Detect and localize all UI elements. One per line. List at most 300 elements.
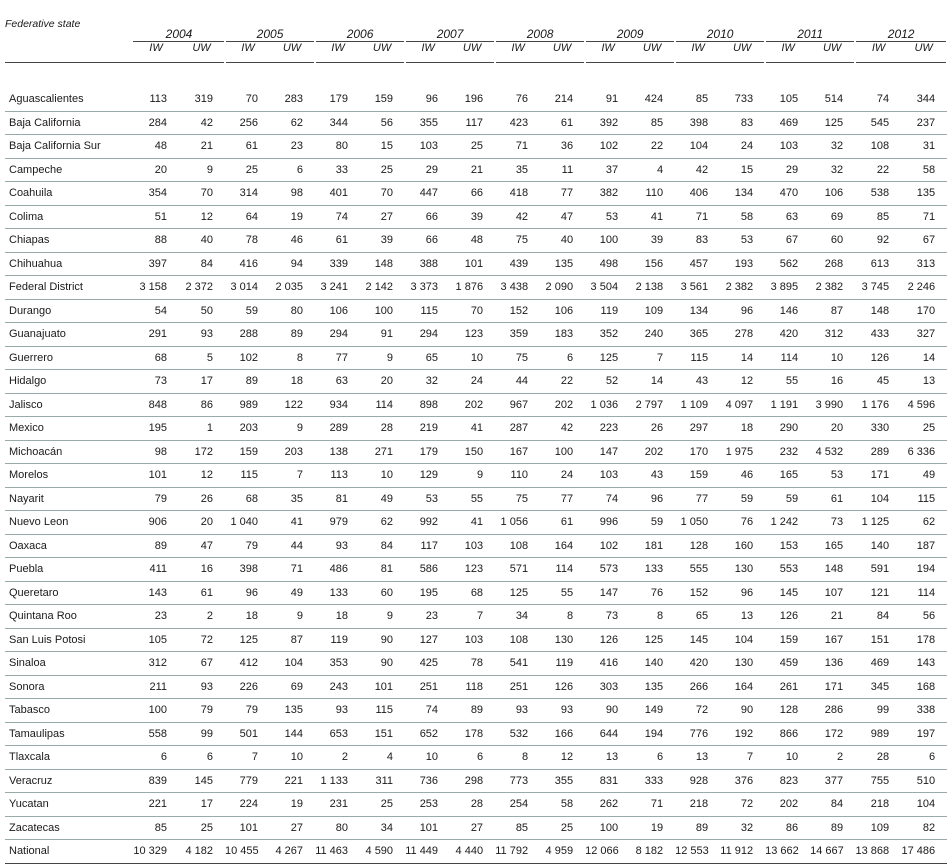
iw-value: 91 — [585, 88, 630, 111]
uw-value: 6 — [901, 746, 947, 770]
uw-value: 126 — [540, 675, 585, 699]
uw-value: 178 — [450, 722, 495, 746]
uw-value: 104 — [720, 628, 765, 652]
iw-value: 652 — [405, 722, 450, 746]
uw-value: 96 — [630, 487, 675, 511]
iw-value: 439 — [495, 252, 540, 276]
iw-value: 105 — [133, 628, 179, 652]
uw-value: 89 — [810, 816, 855, 840]
iw-value: 406 — [675, 182, 720, 206]
uw-value: 5 — [179, 346, 225, 370]
uw-value: 14 — [901, 346, 947, 370]
iw-value: 93 — [315, 699, 360, 723]
uw-value: 42 — [179, 111, 225, 135]
table-row — [5, 440, 947, 464]
iw-value: 591 — [855, 558, 901, 582]
iw-value: 81 — [315, 487, 360, 511]
uw-value: 733 — [720, 88, 765, 111]
state-name: Campeche — [5, 158, 133, 182]
iw-value: 134 — [675, 299, 720, 323]
iw-value: 989 — [855, 722, 901, 746]
state-name: National — [5, 840, 133, 864]
iw-value: 33 — [315, 158, 360, 182]
uw-value: 164 — [540, 534, 585, 558]
iw-value: 152 — [675, 581, 720, 605]
iw-value: 989 — [225, 393, 270, 417]
iw-column-header: IW — [225, 42, 270, 63]
state-name: Baja California Sur — [5, 135, 133, 159]
iw-column-header: IW — [133, 42, 179, 63]
uw-value: 70 — [360, 182, 405, 206]
uw-value: 117 — [450, 111, 495, 135]
iw-value: 412 — [225, 652, 270, 676]
uw-value: 171 — [810, 675, 855, 699]
iw-value: 3 158 — [133, 276, 179, 300]
uw-value: 40 — [540, 229, 585, 253]
uw-value: 101 — [450, 252, 495, 276]
iw-value: 203 — [225, 417, 270, 441]
uw-value: 78 — [450, 652, 495, 676]
uw-value: 22 — [540, 370, 585, 394]
uw-value: 122 — [270, 393, 315, 417]
iw-value: 108 — [855, 135, 901, 159]
table-row — [5, 464, 947, 488]
state-name: Nuevo Leon — [5, 511, 133, 535]
uw-value: 31 — [901, 135, 947, 159]
uw-value: 3 990 — [810, 393, 855, 417]
iw-value: 85 — [495, 816, 540, 840]
year-header — [675, 18, 765, 42]
table-row — [5, 370, 947, 394]
uw-value: 312 — [810, 323, 855, 347]
uw-value: 107 — [810, 581, 855, 605]
uw-value: 283 — [270, 88, 315, 111]
iw-value: 76 — [495, 88, 540, 111]
uw-value: 53 — [720, 229, 765, 253]
uw-value: 14 — [630, 370, 675, 394]
uw-value: 39 — [450, 205, 495, 229]
iw-value: 501 — [225, 722, 270, 746]
iw-column-header: IW — [405, 42, 450, 63]
iw-value: 288 — [225, 323, 270, 347]
state-name: Mexico — [5, 417, 133, 441]
iw-value: 352 — [585, 323, 630, 347]
uw-value: 80 — [270, 299, 315, 323]
iw-value: 613 — [855, 252, 901, 276]
uw-value: 6 — [179, 746, 225, 770]
iw-value: 75 — [495, 487, 540, 511]
uw-value: 9 — [450, 464, 495, 488]
iw-value: 303 — [585, 675, 630, 699]
uw-value: 20 — [179, 511, 225, 535]
uw-value: 36 — [540, 135, 585, 159]
uw-value: 4 532 — [810, 440, 855, 464]
uw-value: 106 — [810, 182, 855, 206]
iw-value: 100 — [585, 816, 630, 840]
iw-value: 68 — [225, 487, 270, 511]
uw-value: 59 — [630, 511, 675, 535]
uw-value: 84 — [179, 252, 225, 276]
uw-value: 10 — [360, 464, 405, 488]
uw-column-header: UW — [810, 42, 855, 63]
uw-value: 10 — [810, 346, 855, 370]
iw-column-header: IW — [855, 42, 901, 63]
iw-value: 256 — [225, 111, 270, 135]
iw-value: 345 — [855, 675, 901, 699]
uw-value: 89 — [270, 323, 315, 347]
year-header — [765, 18, 855, 42]
uw-value: 71 — [270, 558, 315, 582]
uw-value: 48 — [450, 229, 495, 253]
uw-value: 4 — [630, 158, 675, 182]
iw-value: 354 — [133, 182, 179, 206]
uw-value: 377 — [810, 769, 855, 793]
uw-value: 104 — [270, 652, 315, 676]
iw-value: 74 — [405, 699, 450, 723]
year-header — [585, 18, 675, 42]
iw-value: 416 — [585, 652, 630, 676]
uw-value: 159 — [360, 88, 405, 111]
state-name: Veracruz — [5, 769, 133, 793]
uw-value: 22 — [630, 135, 675, 159]
iw-value: 73 — [585, 605, 630, 629]
iw-value: 20 — [133, 158, 179, 182]
uw-column-header: UW — [179, 42, 225, 63]
uw-value: 7 — [630, 346, 675, 370]
uw-value: 114 — [901, 581, 947, 605]
uw-value: 311 — [360, 769, 405, 793]
iw-value: 64 — [225, 205, 270, 229]
uw-value: 79 — [179, 699, 225, 723]
uw-value: 100 — [360, 299, 405, 323]
uw-value: 115 — [901, 487, 947, 511]
iw-value: 1 191 — [765, 393, 810, 417]
uw-value: 192 — [720, 722, 765, 746]
uw-value: 114 — [360, 393, 405, 417]
uw-value: 193 — [720, 252, 765, 276]
iw-value: 126 — [585, 628, 630, 652]
iw-value: 418 — [495, 182, 540, 206]
uw-value: 19 — [630, 816, 675, 840]
iw-value: 42 — [495, 205, 540, 229]
uw-value: 7 — [450, 605, 495, 629]
state-name: Jalisco — [5, 393, 133, 417]
iw-value: 13 868 — [855, 840, 901, 864]
table-row — [5, 158, 947, 182]
uw-value: 6 — [270, 158, 315, 182]
uw-value: 144 — [270, 722, 315, 746]
table-row — [5, 205, 947, 229]
iw-value: 1 056 — [495, 511, 540, 535]
iw-value: 108 — [495, 628, 540, 652]
year-label: 2007 — [436, 27, 464, 41]
uw-value: 61 — [810, 487, 855, 511]
uw-value: 101 — [360, 675, 405, 699]
uw-value: 19 — [270, 793, 315, 817]
iw-value: 224 — [225, 793, 270, 817]
iw-value: 195 — [405, 581, 450, 605]
iw-value: 89 — [133, 534, 179, 558]
table-row — [5, 346, 947, 370]
uw-value: 119 — [540, 652, 585, 676]
iw-column-header: IW — [765, 42, 810, 63]
iw-value: 979 — [315, 511, 360, 535]
iw-value: 51 — [133, 205, 179, 229]
iw-value: 96 — [405, 88, 450, 111]
uw-value: 82 — [901, 816, 947, 840]
uw-value: 424 — [630, 88, 675, 111]
uw-value: 181 — [630, 534, 675, 558]
iw-value: 1 242 — [765, 511, 810, 535]
uw-value: 333 — [630, 769, 675, 793]
table-row — [5, 581, 947, 605]
iw-value: 109 — [855, 816, 901, 840]
iw-value: 13 662 — [765, 840, 810, 864]
uw-value: 194 — [630, 722, 675, 746]
iw-value: 13 — [675, 746, 720, 770]
iw-value: 211 — [133, 675, 179, 699]
iw-value: 96 — [225, 581, 270, 605]
uw-value: 170 — [901, 299, 947, 323]
table-row — [5, 793, 947, 817]
iw-value: 401 — [315, 182, 360, 206]
uw-value: 27 — [270, 816, 315, 840]
uw-value: 25 — [450, 135, 495, 159]
uw-value: 148 — [810, 558, 855, 582]
iw-value: 6 — [133, 746, 179, 770]
iw-value: 85 — [133, 816, 179, 840]
uw-value: 50 — [179, 299, 225, 323]
year-label: 2010 — [706, 27, 734, 41]
iw-value: 447 — [405, 182, 450, 206]
uw-value: 21 — [179, 135, 225, 159]
state-name: Colima — [5, 205, 133, 229]
iw-value: 486 — [315, 558, 360, 582]
iw-value: 3 561 — [675, 276, 720, 300]
uw-column-header: UW — [450, 42, 495, 63]
state-name: Queretaro — [5, 581, 133, 605]
iw-value: 78 — [225, 229, 270, 253]
iw-value: 61 — [315, 229, 360, 253]
iw-value: 243 — [315, 675, 360, 699]
uw-value: 16 — [179, 558, 225, 582]
iw-value: 992 — [405, 511, 450, 535]
state-name: Sonora — [5, 675, 133, 699]
uw-value: 90 — [360, 628, 405, 652]
uw-value: 355 — [540, 769, 585, 793]
iw-value: 61 — [225, 135, 270, 159]
iw-value: 755 — [855, 769, 901, 793]
uw-value: 172 — [810, 722, 855, 746]
data-table — [5, 18, 948, 864]
uw-value: 56 — [901, 605, 947, 629]
uw-value: 114 — [540, 558, 585, 582]
iw-value: 344 — [315, 111, 360, 135]
uw-value: 514 — [810, 88, 855, 111]
uw-value: 148 — [360, 252, 405, 276]
iw-value: 115 — [405, 299, 450, 323]
uw-value: 109 — [630, 299, 675, 323]
uw-value: 32 — [810, 158, 855, 182]
uw-value: 338 — [901, 699, 947, 723]
uw-value: 130 — [720, 652, 765, 676]
iw-value: 179 — [315, 88, 360, 111]
iw-value: 114 — [765, 346, 810, 370]
uw-value: 4 — [360, 746, 405, 770]
uw-value: 98 — [270, 182, 315, 206]
uw-value: 84 — [810, 793, 855, 817]
uw-value: 123 — [450, 323, 495, 347]
uw-value: 106 — [540, 299, 585, 323]
iw-value: 906 — [133, 511, 179, 535]
uw-value: 35 — [270, 487, 315, 511]
uw-value: 25 — [540, 816, 585, 840]
iw-value: 1 040 — [225, 511, 270, 535]
iw-value: 77 — [315, 346, 360, 370]
iw-value: 289 — [315, 417, 360, 441]
iw-value: 10 — [765, 746, 810, 770]
uw-value: 2 797 — [630, 393, 675, 417]
state-name: Hidalgo — [5, 370, 133, 394]
iw-value: 152 — [495, 299, 540, 323]
iw-value: 103 — [765, 135, 810, 159]
uw-value: 2 035 — [270, 276, 315, 300]
table-row — [5, 252, 947, 276]
iw-value: 823 — [765, 769, 810, 793]
uw-value: 286 — [810, 699, 855, 723]
iw-value: 74 — [315, 205, 360, 229]
uw-value: 130 — [720, 558, 765, 582]
iw-value: 125 — [225, 628, 270, 652]
iw-value: 74 — [855, 88, 901, 111]
iw-value: 469 — [765, 111, 810, 135]
iw-value: 12 553 — [675, 840, 720, 864]
uw-value: 12 — [179, 205, 225, 229]
table-row — [5, 840, 947, 864]
uw-value: 70 — [179, 182, 225, 206]
uw-value: 237 — [901, 111, 947, 135]
iw-value: 128 — [765, 699, 810, 723]
uw-value: 66 — [450, 182, 495, 206]
uw-value: 150 — [450, 440, 495, 464]
iw-value: 80 — [315, 816, 360, 840]
uw-value: 58 — [720, 205, 765, 229]
uw-value: 4 590 — [360, 840, 405, 864]
table-row — [5, 299, 947, 323]
uw-column-header: UW — [270, 42, 315, 63]
state-name: Morelos — [5, 464, 133, 488]
uw-value: 135 — [630, 675, 675, 699]
iw-value: 100 — [133, 699, 179, 723]
table-row — [5, 769, 947, 793]
iw-value: 3 241 — [315, 276, 360, 300]
uw-value: 12 — [540, 746, 585, 770]
iw-value: 23 — [133, 605, 179, 629]
uw-value: 10 — [450, 346, 495, 370]
iw-value: 65 — [675, 605, 720, 629]
iw-value: 545 — [855, 111, 901, 135]
table-row — [5, 323, 947, 347]
state-name: Chihuahua — [5, 252, 133, 276]
iw-value: 459 — [765, 652, 810, 676]
iw-value: 294 — [315, 323, 360, 347]
uw-value: 197 — [901, 722, 947, 746]
iw-value: 420 — [765, 323, 810, 347]
uw-value: 62 — [270, 111, 315, 135]
iw-value: 171 — [855, 464, 901, 488]
uw-value: 25 — [360, 158, 405, 182]
iw-value: 18 — [315, 605, 360, 629]
iw-value: 113 — [315, 464, 360, 488]
state-name: Yucatan — [5, 793, 133, 817]
uw-value: 164 — [720, 675, 765, 699]
iw-value: 126 — [765, 605, 810, 629]
iw-value: 223 — [585, 417, 630, 441]
uw-value: 24 — [720, 135, 765, 159]
uw-value: 2 090 — [540, 276, 585, 300]
state-name: Tlaxcala — [5, 746, 133, 770]
uw-value: 298 — [450, 769, 495, 793]
iw-value: 10 329 — [133, 840, 179, 864]
iw-value: 1 125 — [855, 511, 901, 535]
uw-value: 59 — [720, 487, 765, 511]
uw-value: 136 — [810, 652, 855, 676]
iw-value: 22 — [855, 158, 901, 182]
uw-value: 2 — [179, 605, 225, 629]
iw-value: 159 — [225, 440, 270, 464]
iw-value: 392 — [585, 111, 630, 135]
uw-value: 13 — [720, 605, 765, 629]
uw-value: 24 — [450, 370, 495, 394]
uw-value: 4 267 — [270, 840, 315, 864]
uw-value: 71 — [901, 205, 947, 229]
uw-value: 62 — [360, 511, 405, 535]
iw-value: 101 — [133, 464, 179, 488]
iw-value: 339 — [315, 252, 360, 276]
iw-value: 133 — [315, 581, 360, 605]
uw-value: 196 — [450, 88, 495, 111]
uw-value: 202 — [540, 393, 585, 417]
table-row — [5, 816, 947, 840]
iw-value: 80 — [315, 135, 360, 159]
uw-value: 81 — [360, 558, 405, 582]
table-row — [5, 511, 947, 535]
uw-value: 93 — [179, 323, 225, 347]
year-label: 2008 — [526, 27, 554, 41]
uw-value: 32 — [720, 816, 765, 840]
uw-value: 9 — [360, 605, 405, 629]
iw-value: 117 — [405, 534, 450, 558]
uw-value: 55 — [450, 487, 495, 511]
uw-value: 89 — [450, 699, 495, 723]
state-name: Durango — [5, 299, 133, 323]
uw-value: 96 — [720, 581, 765, 605]
state-name: Coahuila — [5, 182, 133, 206]
iw-value: 1 176 — [855, 393, 901, 417]
uw-value: 93 — [540, 699, 585, 723]
uw-value: 58 — [901, 158, 947, 182]
iw-value: 425 — [405, 652, 450, 676]
iw-value: 1 036 — [585, 393, 630, 417]
uw-value: 12 — [720, 370, 765, 394]
iw-value: 35 — [495, 158, 540, 182]
iw-value: 79 — [225, 534, 270, 558]
iw-value: 44 — [495, 370, 540, 394]
iw-value: 119 — [585, 299, 630, 323]
iw-value: 10 — [405, 746, 450, 770]
iw-value: 113 — [133, 88, 179, 111]
uw-value: 49 — [901, 464, 947, 488]
